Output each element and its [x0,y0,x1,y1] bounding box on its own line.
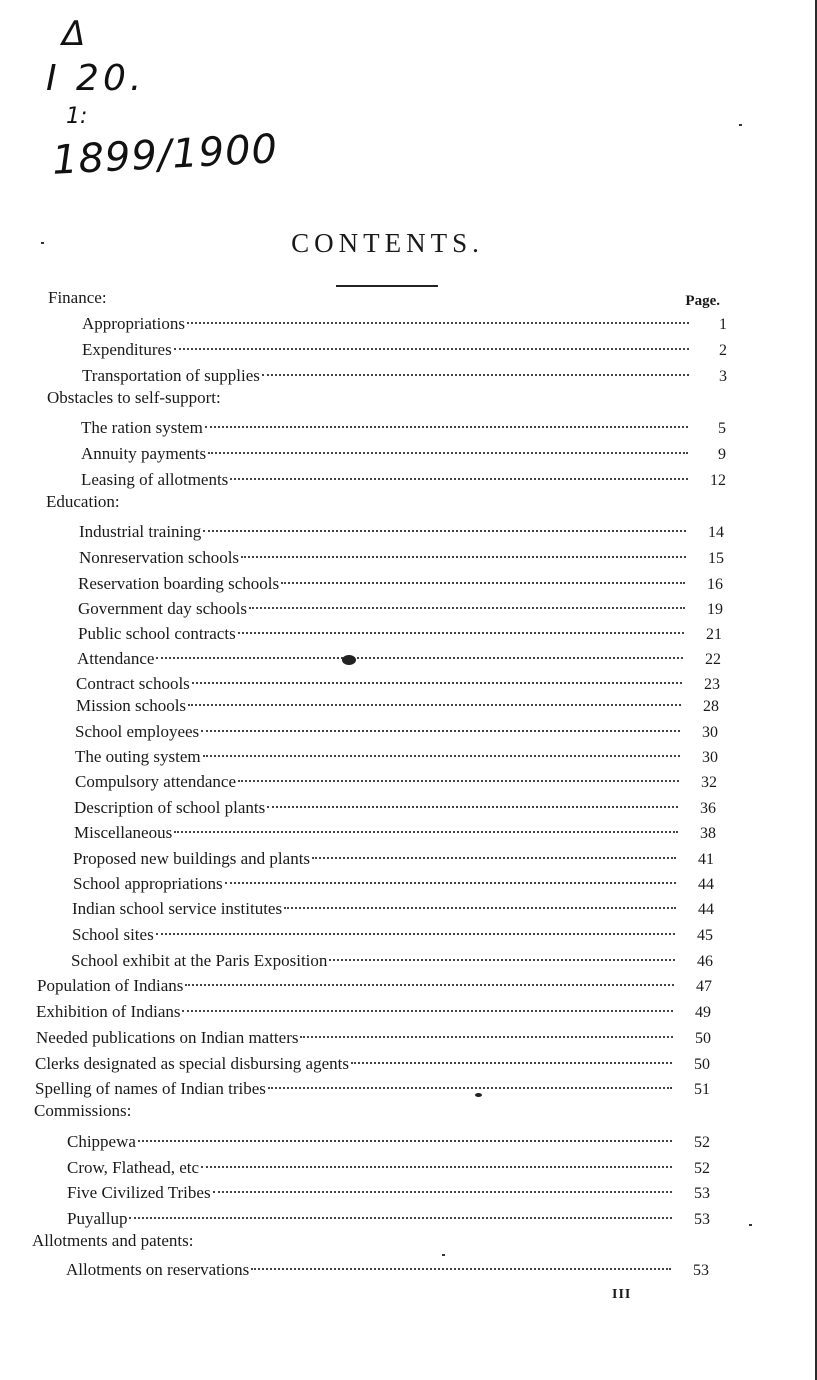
toc-entry[interactable] [77,647,721,671]
toc-entry[interactable] [67,1156,710,1180]
toc-entry-page: 23 [704,676,720,693]
toc-entry-page: 51 [694,1081,710,1098]
toc-entry-page: 22 [705,651,721,668]
toc-entry-label: School sites [72,925,154,944]
toc-entry-label: Contract schools [76,674,190,693]
toc-entry-page: 28 [703,698,719,715]
toc-entry[interactable] [76,672,720,696]
toc-entry[interactable] [35,1077,710,1101]
handwritten-line-2: I 20. [46,58,146,99]
toc-entry[interactable] [79,546,724,570]
toc-entry[interactable] [81,468,726,492]
dot-leader [203,755,680,757]
dot-leader [241,556,686,558]
toc-entry[interactable] [75,770,717,794]
toc-entry-label: School employees [75,722,200,741]
dot-leader [329,959,675,961]
dot-leader [300,1036,673,1038]
toc-entry-label: Population of Indians [37,976,184,995]
toc-section-heading: Education: [46,492,120,511]
toc-entry[interactable] [67,1130,710,1154]
dot-leader [201,1166,672,1168]
toc-entry-page: 44 [698,901,714,918]
dot-leader [238,632,684,634]
scan-speck [749,1224,752,1226]
toc-entry[interactable] [82,312,727,336]
toc-entry-page: 50 [694,1056,710,1073]
toc-entry[interactable] [72,923,713,947]
page-column-heading: Page. [685,293,720,309]
toc-entry-label: School appropriations [73,874,223,893]
toc-entry[interactable] [82,338,727,362]
toc-entry-page: 49 [695,1004,711,1021]
handwritten-line-3: 1: [66,104,88,129]
toc-entry[interactable] [79,520,724,544]
toc-entry[interactable] [71,949,713,973]
toc-entry[interactable] [36,1000,711,1024]
dot-leader [281,582,685,584]
toc-entry-page: 46 [697,953,713,970]
toc-entry-label: Clerks designated as special disbursing agents [35,1054,349,1073]
dot-leader [201,730,680,732]
toc-entry-page: 38 [700,825,716,842]
toc-entry-page: 14 [708,524,724,541]
toc-entry[interactable] [75,720,718,744]
toc-entry-label: Annuity payments [81,444,207,463]
dot-leader [156,657,683,659]
dot-leader [205,426,688,428]
toc-entry-page: 50 [695,1030,711,1047]
toc-entry-page: 3 [719,368,727,385]
toc-entry-label: Proposed new buildings and plants [73,849,311,868]
toc-entry[interactable] [78,622,722,646]
toc-entry-page: 9 [718,446,726,463]
toc-entry-page: 52 [694,1134,710,1151]
scan-speck [442,1254,445,1256]
toc-entry-page: 5 [718,420,726,437]
toc-entry[interactable] [78,597,723,621]
toc-entry-label: Appropriations [82,314,185,333]
toc-entry-label: Exhibition of Indians [36,1002,181,1021]
toc-entry-page: 32 [701,774,717,791]
dot-leader [185,984,674,986]
dot-leader [225,882,676,884]
dot-leader [312,857,676,859]
toc-entry-page: 45 [697,927,713,944]
dot-leader [238,780,679,782]
toc-entry-label: Five Civilized Tribes [67,1183,211,1202]
toc-entry-page: 36 [700,800,716,817]
toc-entry-label: Expenditures [82,340,172,359]
toc-entry-label: Description of school plants [74,798,266,817]
toc-entry-label: Miscellaneous [74,823,173,842]
toc-entry-label: Allotments on reservations [66,1260,250,1279]
toc-entry[interactable] [67,1181,710,1205]
toc-entry-page: 53 [694,1185,710,1202]
toc-section-heading: Obstacles to self-support: [47,388,221,407]
page-title: CONTENTS. [291,228,484,258]
toc-entry-label: Industrial training [79,522,202,541]
dot-leader [182,1010,673,1012]
dot-leader [138,1140,672,1142]
dot-leader [262,374,689,376]
toc-entry-page: 53 [694,1211,710,1228]
toc-entry-page: 30 [702,724,718,741]
toc-entry[interactable] [81,442,726,466]
toc-entry-label: Attendance [77,649,155,668]
toc-entry-label: Indian school service institutes [72,899,283,918]
toc-entry-page: 2 [719,342,727,359]
toc-entry-page: 1 [719,316,727,333]
page-folio: III [612,1287,632,1302]
toc-entry-label: Compulsory attendance [75,772,236,791]
toc-entry-page: 52 [694,1160,710,1177]
toc-entry-label: Public school contracts [78,624,236,643]
toc-entry-label: Crow, Flathead, etc [67,1158,200,1177]
dot-leader [174,831,678,833]
toc-entry-label: Nonreservation schools [79,548,240,567]
dot-leader [203,530,686,532]
toc-entry-label: Leasing of allotments [81,470,229,489]
dot-leader [192,682,682,684]
dot-leader [188,704,681,706]
toc-entry[interactable] [67,1207,710,1231]
toc-entry-page: 30 [702,749,718,766]
dot-leader [208,452,688,454]
toc-entry[interactable] [75,745,718,769]
toc-entry-label: Chippewa [67,1132,136,1151]
toc-entry[interactable] [74,821,716,845]
toc-entry-page: 44 [698,876,714,893]
toc-entry[interactable] [35,1052,710,1076]
toc-entry[interactable] [36,1026,711,1050]
toc-entry-label: Reservation boarding schools [78,574,280,593]
dot-leader [230,478,688,480]
toc-entry[interactable] [82,364,727,388]
toc-entry[interactable] [37,974,712,998]
toc-entry-page: 19 [707,601,723,618]
toc-entry-label: Needed publications on Indian matters [36,1028,299,1047]
toc-entry-label: The ration system [81,418,203,437]
dot-leader [284,907,676,909]
toc-entry[interactable] [72,897,714,921]
dot-leader [174,348,689,350]
toc-entry-page: 16 [707,576,723,593]
handwritten-line-4: 1899/1900 [50,126,280,184]
toc-entry-label: Transportation of supplies [82,366,260,385]
toc-entry-label: Puyallup [67,1209,128,1228]
toc-entry-label: Spelling of names of Indian tribes [35,1079,266,1098]
dot-leader [251,1268,671,1270]
toc-entry-label: Mission schools [76,696,187,715]
dot-leader [156,933,675,935]
toc-entry[interactable] [73,847,714,871]
dot-leader [249,607,685,609]
toc-section-heading: Commissions: [34,1101,132,1120]
ink-spot [475,1093,482,1097]
toc-entry[interactable] [76,694,719,718]
toc-entry-page: 47 [696,978,712,995]
dot-leader [213,1191,672,1193]
toc-entry-page: 12 [710,472,726,489]
dot-leader [268,1087,672,1089]
toc-entry-page: 41 [698,851,714,868]
toc-entry[interactable] [81,416,726,440]
toc-entry[interactable] [78,572,723,596]
toc-section-heading: Finance: [48,288,107,307]
toc-section-heading: Allotments and patents: [32,1231,194,1250]
dot-leader [267,806,678,808]
toc-entry-page: 21 [706,626,722,643]
toc-entry-label: School exhibit at the Paris Exposition [71,951,328,970]
title-divider [336,285,438,287]
scan-speck [41,242,44,244]
dot-leader [129,1217,672,1219]
toc-entry[interactable] [66,1258,709,1282]
toc-entry-label: The outing system [75,747,201,766]
ink-blot [342,655,356,665]
scan-speck [739,124,742,126]
toc-entry-page: 15 [708,550,724,567]
toc-entry[interactable] [74,796,716,820]
handwritten-line-1: Δ [62,14,86,54]
toc-entry-label: Government day schools [78,599,248,618]
toc-entry[interactable] [73,872,714,896]
toc-entry-page: 53 [693,1262,709,1279]
dot-leader [187,322,689,324]
dot-leader [351,1062,672,1064]
